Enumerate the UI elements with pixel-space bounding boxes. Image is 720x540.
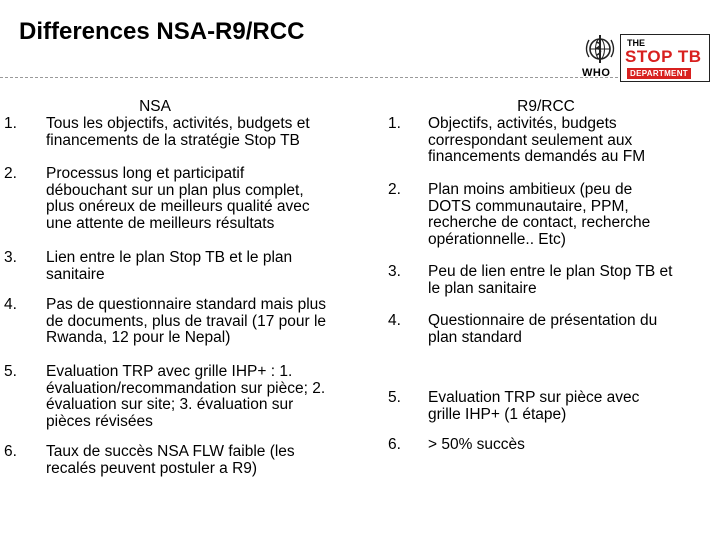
nsa-item-1-line: Tous les objectifs, activités, budgets et bbox=[46, 115, 310, 132]
nsa-item-3-number: 3. bbox=[4, 249, 17, 266]
who-emblem-icon bbox=[580, 33, 620, 85]
r9rcc-item-3 bbox=[428, 264, 672, 297]
nsa-item-5-line: pièces révisées bbox=[46, 412, 153, 430]
stop-tb-department-badge bbox=[620, 34, 710, 82]
nsa-item-4-line: de documents, plus de travail (17 pour le bbox=[46, 312, 327, 330]
r9rcc-item-1-line: financements demandés au FM bbox=[428, 148, 646, 165]
nsa-item-6-number: 6. bbox=[4, 443, 17, 460]
nsa-item-2-line: une attente de meilleurs résultats bbox=[46, 214, 275, 232]
nsa-item-1-number: 1. bbox=[4, 115, 17, 132]
nsa-item-2-number: 2. bbox=[4, 165, 17, 182]
r9rcc-item-5-number: 5. bbox=[388, 389, 401, 406]
nsa-item-1 bbox=[46, 116, 310, 149]
nsa-item-5 bbox=[46, 364, 325, 430]
nsa-item-2-line: débouchant sur un plan plus complet, bbox=[46, 181, 304, 199]
nsa-item-1-line: financements de la stratégie Stop TB bbox=[46, 131, 300, 149]
r9rcc-item-1 bbox=[428, 116, 645, 166]
r9rcc-item-2 bbox=[428, 182, 650, 248]
r9rcc-item-3-line: Peu de lien entre le plan Stop TB et bbox=[428, 263, 673, 280]
nsa-item-2-line: Processus long et participatif bbox=[46, 165, 245, 182]
nsa-item-5-line: évaluation/recommandation sur pièce; 2. bbox=[46, 379, 326, 397]
right-column-header: R9/RCC bbox=[517, 98, 575, 115]
r9rcc-item-2-line: DOTS communautaire, PPM, bbox=[428, 197, 629, 215]
nsa-item-6-line: recalés peuvent postuler a R9) bbox=[46, 459, 258, 477]
r9rcc-item-5 bbox=[428, 390, 639, 423]
stop-tb-the: THE bbox=[627, 38, 645, 48]
r9rcc-item-5-line: Evaluation TRP sur pièce avec bbox=[428, 389, 640, 406]
r9rcc-item-1-line: Objectifs, activités, budgets bbox=[428, 115, 617, 132]
stop-tb-department: DEPARTMENT bbox=[627, 68, 691, 79]
nsa-item-3-line: sanitaire bbox=[46, 265, 105, 283]
nsa-item-5-number: 5. bbox=[4, 363, 17, 380]
r9rcc-item-2-line: Plan moins ambitieux (peu de bbox=[428, 181, 633, 198]
title-divider bbox=[0, 77, 618, 78]
r9rcc-item-3-line: le plan sanitaire bbox=[428, 279, 537, 297]
nsa-item-4-line: Pas de questionnaire standard mais plus bbox=[46, 296, 327, 313]
page-title: Differences NSA-R9/RCC bbox=[19, 18, 305, 45]
left-column-header: NSA bbox=[139, 98, 171, 115]
r9rcc-item-5-line: grille IHP+ (1 étape) bbox=[428, 405, 567, 423]
nsa-item-6-line: Taux de succès NSA FLW faible (les bbox=[46, 443, 295, 460]
nsa-item-6 bbox=[46, 444, 295, 477]
nsa-item-2-line: plus onéreux de meilleurs qualité avec bbox=[46, 198, 310, 215]
r9rcc-item-4-line: Questionnaire de présentation du bbox=[428, 312, 658, 329]
r9rcc-item-6-line: > 50% succès bbox=[428, 436, 525, 453]
r9rcc-item-6 bbox=[428, 437, 525, 454]
r9rcc-item-1-number: 1. bbox=[388, 115, 401, 132]
r9rcc-item-2-line: opérationnelle.. Etc) bbox=[428, 230, 566, 248]
r9rcc-item-3-number: 3. bbox=[388, 263, 401, 280]
nsa-item-5-line: Evaluation TRP avec grille IHP+ : 1. bbox=[46, 363, 293, 380]
who-label: WHO bbox=[582, 67, 611, 79]
nsa-item-4-number: 4. bbox=[4, 296, 17, 313]
r9rcc-item-1-line: correspondant seulement aux bbox=[428, 131, 633, 149]
nsa-item-2 bbox=[46, 166, 310, 232]
r9rcc-item-4-line: plan standard bbox=[428, 328, 522, 346]
r9rcc-item-4-number: 4. bbox=[388, 312, 401, 329]
nsa-item-5-line: évaluation sur site; 3. évaluation sur bbox=[46, 396, 294, 413]
nsa-item-4 bbox=[46, 297, 326, 347]
nsa-item-3 bbox=[46, 250, 292, 283]
r9rcc-item-2-line: recherche de contact, recherche bbox=[428, 214, 651, 231]
r9rcc-item-6-number: 6. bbox=[388, 436, 401, 453]
r9rcc-item-4 bbox=[428, 313, 657, 346]
r9rcc-item-2-number: 2. bbox=[388, 181, 401, 198]
who-stop-tb-logo bbox=[580, 33, 712, 85]
nsa-item-4-line: Rwanda, 12 pour le Nepal) bbox=[46, 329, 231, 346]
nsa-item-3-line: Lien entre le plan Stop TB et le plan bbox=[46, 249, 293, 266]
stop-tb-wordmark: STOP TB bbox=[625, 47, 702, 66]
